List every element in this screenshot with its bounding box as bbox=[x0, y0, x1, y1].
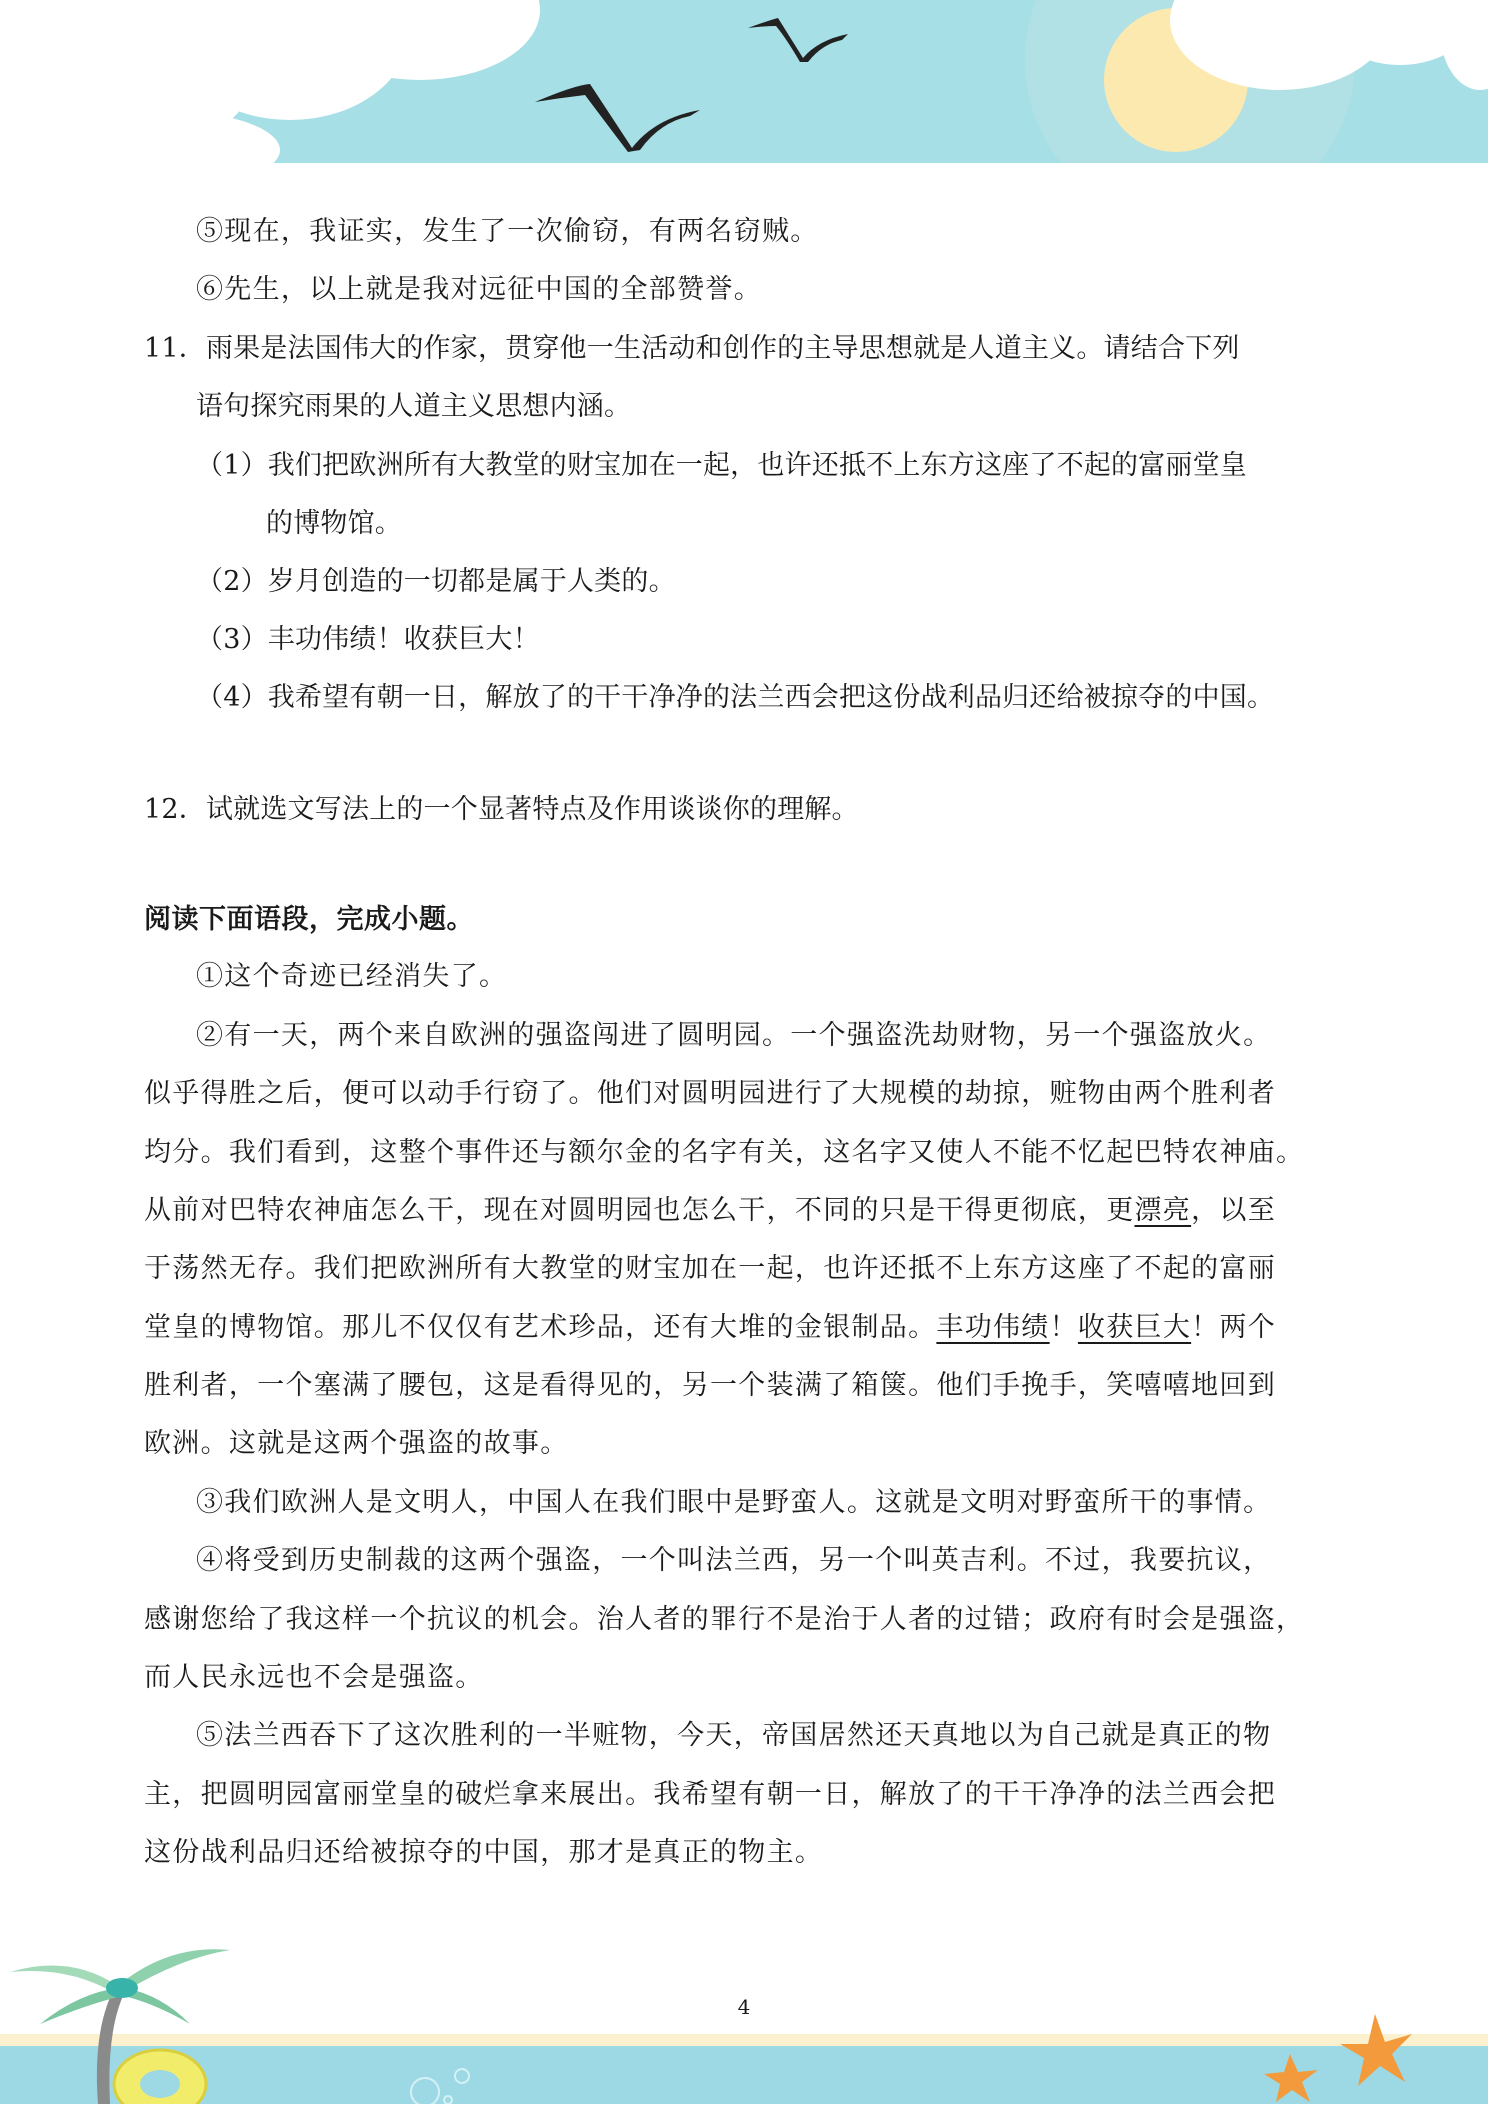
passage-line: 主，把圆明园富丽堂皇的破烂拿来展出。我希望有朝一日，解放了的干干净净的法兰西会把 bbox=[144, 1779, 1276, 1810]
text-span: ！ bbox=[1049, 1312, 1078, 1343]
passage-line: ④将受到历史制裁的这两个强盗，一个叫法兰西，另一个叫英吉利。不过，我要抗议， bbox=[196, 1545, 1272, 1576]
footer-banner bbox=[0, 1904, 1488, 2104]
quote-line: （1）我们把欧洲所有大教堂的财宝加在一起，也许还抵不上东方这座了不起的富丽堂皇 bbox=[196, 450, 1247, 481]
passage-line bbox=[144, 1308, 1276, 1348]
underlined-text: 丰功伟绩 bbox=[936, 1312, 1050, 1343]
quote-line: 的博物馆。 bbox=[266, 508, 402, 539]
paragraph-line: ⑥先生，以上就是我对远征中国的全部赞誉。 bbox=[196, 274, 762, 305]
question-12-line: 12．试就选文写法上的一个显著特点及作用谈谈你的理解。 bbox=[144, 794, 859, 825]
passage-line: 于荡然无存。我们把欧洲所有大教堂的财宝加在一起，也许还抵不上东方这座了不起的富丽 bbox=[144, 1253, 1276, 1284]
paragraph-line: ⑤现在，我证实，发生了一次偷窃，有两名窃贼。 bbox=[196, 216, 819, 247]
underlined-text: 收获巨大 bbox=[1077, 1312, 1192, 1343]
passage-line: 胜利者，一个塞满了腰包，这是看得见的，另一个装满了箱箧。他们手挽手，笑嘻嘻地回到 bbox=[144, 1370, 1276, 1401]
passage-line: ⑤法兰西吞下了这次胜利的一半赃物，今天，帝国居然还天真地以为自己就是真正的物 bbox=[196, 1720, 1272, 1751]
underlined-text: 漂亮 bbox=[1134, 1195, 1192, 1226]
passage-line: 欧洲。这就是这两个强盗的故事。 bbox=[144, 1428, 569, 1459]
section-heading: 阅读下面语段，完成小题。 bbox=[144, 904, 474, 935]
swim-ring-icon bbox=[114, 2050, 206, 2104]
passage-line bbox=[144, 1191, 1276, 1231]
passage-line: 似乎得胜之后，便可以动手行窃了。他们对圆明园进行了大规模的劫掠，赃物由两个胜利者 bbox=[144, 1078, 1276, 1109]
passage-line: 感谢您给了我这样一个抗议的机会。治人者的罪行不是治于人者的过错；政府有时会是强盗， bbox=[144, 1604, 1305, 1635]
passage-line: ②有一天，两个来自欧洲的强盗闯进了圆明园。一个强盗洗劫财物，另一个强盗放火。 bbox=[196, 1020, 1272, 1051]
passage-line: ①这个奇迹已经消失了。 bbox=[196, 961, 508, 992]
passage-line: 这份战利品归还给被掠夺的中国，那才是真正的物主。 bbox=[144, 1837, 824, 1868]
quote-line: （4）我希望有朝一日，解放了的干干净净的法兰西会把这份战利品归还给被掠夺的中国。 bbox=[196, 682, 1275, 713]
quote-line: （2）岁月创造的一切都是属于人类的。 bbox=[196, 566, 676, 597]
question-11-line: 语句探究雨果的人道主义思想内涵。 bbox=[196, 391, 632, 422]
header-bottom-edge bbox=[0, 163, 1488, 166]
page-number: 4 bbox=[737, 1995, 751, 2019]
text-span: ！两个 bbox=[1191, 1312, 1277, 1343]
quote-line: （3）丰功伟绩！收获巨大！ bbox=[196, 624, 540, 655]
text-span: ，以至 bbox=[1191, 1195, 1277, 1226]
passage-line: 均分。我们看到，这整个事件还与额尔金的名字有关，这名字又使人不能不忆起巴特农神庙。 bbox=[144, 1137, 1305, 1168]
text-span: 从前对巴特农神庙怎么干，现在对圆明园也怎么干，不同的只是干得更彻底，更 bbox=[144, 1195, 1135, 1226]
question-11-line: 11．雨果是法国伟大的作家，贯穿他一生活动和创作的主导思想就是人道主义。请结合下列 bbox=[144, 333, 1240, 364]
text-span: 堂皇的博物馆。那儿不仅仅有艺术珍品，还有大堆的金银制品。 bbox=[144, 1312, 937, 1343]
header-banner bbox=[0, 0, 1488, 166]
passage-line: ③我们欧洲人是文明人，中国人在我们眼中是野蛮人。这就是文明对野蛮所干的事情。 bbox=[196, 1487, 1272, 1518]
sand-strip bbox=[0, 2034, 1488, 2046]
passage-line: 而人民永远也不会是强盗。 bbox=[144, 1662, 484, 1693]
